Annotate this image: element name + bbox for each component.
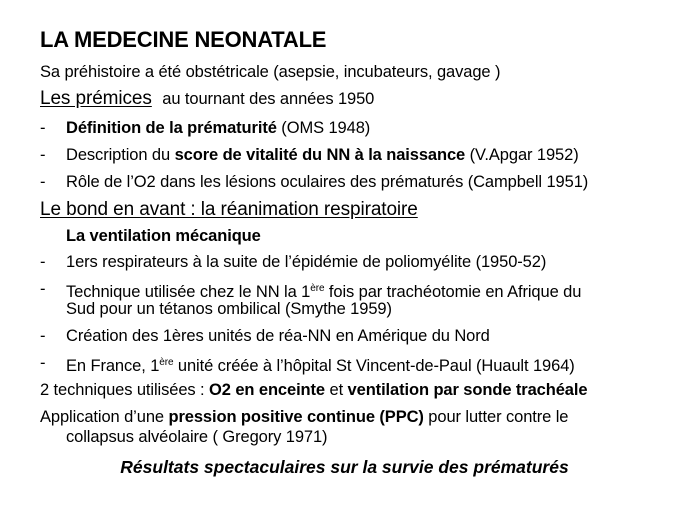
bullet-marker: -	[40, 327, 46, 345]
bullet-marker: -	[40, 253, 46, 271]
bullet-marker: -	[40, 354, 46, 372]
ppc-text-post: pour lutter contre le	[423, 408, 569, 426]
techniques-text: 2 techniques utilisées :	[40, 381, 210, 399]
item-bold: Définition de la prématurité	[66, 119, 277, 137]
item-text: 1ers respirateurs à la suite de l’épidémie de poliomyélite (1950-52)	[66, 253, 547, 271]
premices-subheading: au tournant des années 1950	[162, 90, 375, 108]
item-bold: score de vitalité du NN à la naissance	[174, 146, 466, 164]
item-text-post: (OMS 1948)	[276, 119, 371, 137]
ppc-text: Application d’une	[40, 408, 169, 426]
techniques-mid: et	[325, 381, 348, 399]
ppc-line-2: collapsus alvéolaire ( Gregory 1971)	[66, 428, 328, 446]
premices-heading: Les prémices	[40, 88, 152, 109]
ppc-line	[40, 407, 568, 427]
item-text-post: fois par trachéotomie en Afrique du	[324, 283, 582, 301]
item-text-line2: Sud pour un tétanos ombilical (Smythe 1959)	[66, 300, 392, 318]
premices-header	[40, 88, 374, 110]
item-text: Description du	[66, 146, 175, 164]
bullet-marker: -	[40, 173, 46, 191]
item-text-post: (V.Apgar 1952)	[465, 146, 579, 164]
bond-subheading: La ventilation mécanique	[66, 227, 261, 245]
bond-heading: Le bond en avant : la réanimation respiratoire	[40, 199, 418, 220]
item-text: Rôle de l’O2 dans les lésions oculaires des prématurés (Campbell 1951)	[66, 173, 589, 191]
item-text: Création des 1ères unités de réa-NN en Amérique du Nord	[66, 327, 490, 345]
techniques-bold-1: O2 en enceinte	[209, 381, 326, 399]
item-text: Technique utilisée chez le NN la 1	[66, 283, 311, 301]
bullet-marker: -	[40, 119, 46, 137]
result-statement: Résultats spectaculaires sur la survie des prématurés	[120, 457, 569, 477]
item-sup: ère	[310, 283, 325, 294]
slide-title: LA MEDECINE NEONATALE	[40, 27, 327, 52]
bullet-marker: -	[40, 146, 46, 164]
intro-line: Sa préhistoire a été obstétricale (asepsie, incubateurs, gavage )	[40, 63, 501, 81]
bullet-marker: -	[40, 280, 46, 298]
item-text: En France, 1	[66, 357, 160, 375]
techniques-line	[40, 380, 587, 400]
ppc-bold: pression positive continue (PPC)	[168, 408, 424, 426]
item-text-post: unité créée à l’hôpital St Vincent-de-Paul (Huault 1964)	[173, 357, 575, 375]
item-sup: ère	[159, 357, 174, 368]
techniques-bold-2: ventilation par sonde trachéale	[347, 381, 588, 399]
